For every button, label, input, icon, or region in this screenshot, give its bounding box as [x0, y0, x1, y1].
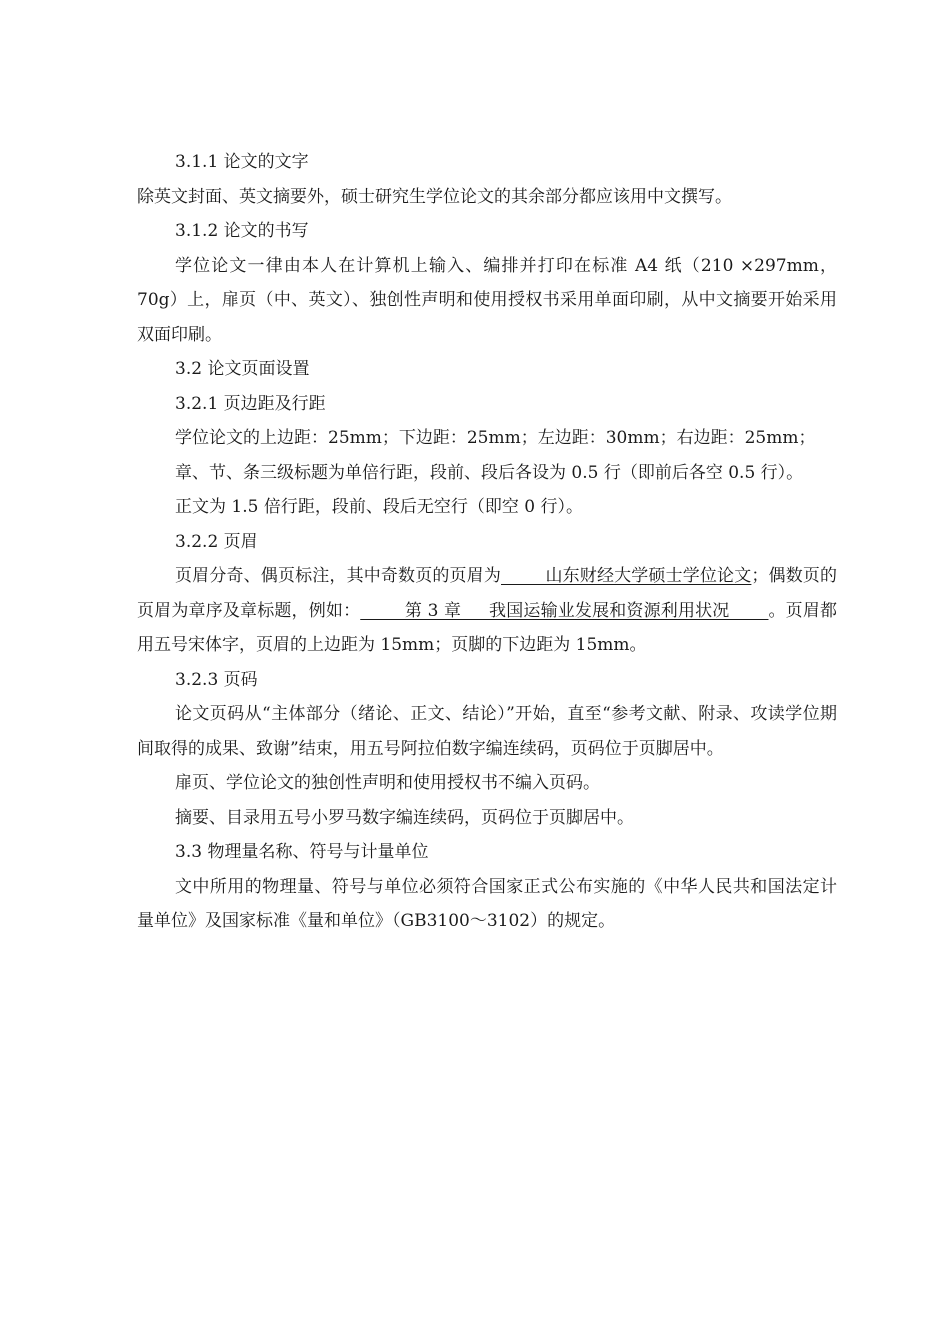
paragraph-3-1-1: 除英文封面、英文摘要外，硕士研究生学位论文的其余部分都应该用中文撰写。 [137, 186, 732, 207]
header-text-part1: 页眉分奇、偶页标注，其中奇数页的页眉为 [175, 566, 501, 586]
heading-3-2-1: 3.2.1 页边距及行距 [175, 393, 326, 414]
paragraph-roman-numbering: 摘要、目录用五号小罗马数字编连续码，页码位于页脚居中。 [175, 807, 634, 828]
paragraph-body-spacing: 正文为 1.5 倍行距，段前、段后无空行（即空 0 行）。 [175, 497, 583, 517]
paragraph-margins: 学位论文的上边距：25mm；下边距：25mm；左边距：30mm；右边距：25mm； [175, 428, 816, 448]
paragraph-3-1-2: 学位论文一律由本人在计算机上输入、编排并打印在标准 A4 纸（210 ×297mm，70g）上，扉页（中、英文）、独创性声明和使用授权书采用单面印刷，从中文摘要开始采用双面印刷。 [137, 255, 837, 345]
even-page-header-example: 第 3 章 我国运输业发展和资源利用状况 [360, 600, 769, 621]
document-body [137, 145, 837, 939]
paragraph-units: 文中所用的物理量、符号与单位必须符合国家正式公布实施的《中华人民共和国法定计量单位》及国家标准《量和单位》（GB3100～3102）的规定。 [137, 876, 837, 931]
heading-3-2: 3.2 论文页面设置 [175, 359, 310, 379]
heading-3-3: 3.3 物理量名称、符号与计量单位 [175, 842, 429, 862]
header-text-part2: ；偶数页的页眉为章序及章标题，例如： [137, 566, 838, 621]
heading-3-2-3: 3.2.3 页码 [175, 669, 258, 690]
paragraph-page-numbering: 论文页码从“主体部分（绪论、正文、结论）”开始，直至“参考文献、附录、攻读学位期间取得的成果、致谢”结束，用五号阿拉伯数字编连续码，页码位于页脚居中。 [137, 704, 837, 759]
paragraph-unnumbered-pages: 扉页、学位论文的独创性声明和使用授权书不编入页码。 [175, 773, 600, 793]
paragraph-heading-spacing: 章、节、条三级标题为单倍行距，段前、段后各设为 0.5 行（即前后各空 0.5 行）。 [175, 462, 804, 483]
header-text-part3: 。页眉都用五号宋体字，页眉的上边距为 15mm；页脚的下边距为 15mm。 [137, 600, 838, 655]
heading-3-1-1: 3.1.1 论文的文字 [175, 152, 309, 172]
paragraph-header [137, 559, 837, 663]
heading-3-1-2: 3.1.2 论文的书写 [175, 221, 309, 241]
odd-page-header-example: 山东财经大学硕士学位论文 [501, 566, 752, 586]
heading-3-2-2: 3.2.2 页眉 [175, 531, 258, 552]
